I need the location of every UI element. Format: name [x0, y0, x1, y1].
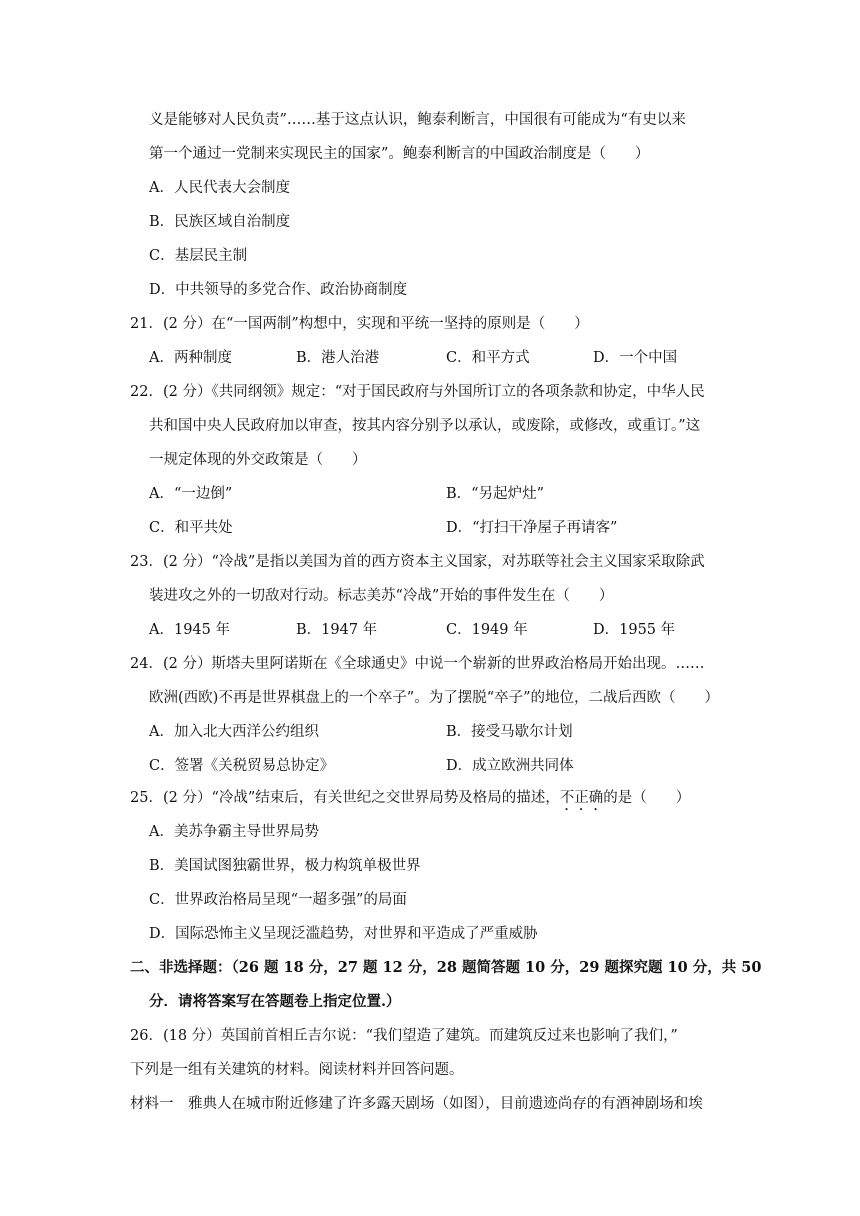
q20-option-c: C．基层民主制: [149, 248, 248, 264]
q24-option-a: A．加入北大西洋公约组织: [149, 724, 319, 740]
q25-stem: [130, 788, 690, 814]
q24-stem-line-1: 24．(2 分）斯塔夫里阿诺斯在《全球通史》中说一个崭新的世界政治格局开始出现。……: [130, 656, 705, 672]
q26-stem-line-2: 下列是一组有关建筑的材料。阅读材料并回答问题。: [130, 1062, 464, 1078]
q23-option-c: C．1949 年: [446, 622, 528, 638]
q22-option-c: C．和平共处: [149, 520, 233, 536]
q23-option-a: A．1945 年: [149, 622, 230, 638]
q25-option-d: D．国际恐怖主义呈现泛滥趋势，对世界和平造成了严重威胁: [149, 926, 538, 942]
q22-option-a: A．“一边倒”: [149, 486, 233, 502]
q25-option-c: C．世界政治格局呈现“一超多强”的局面: [149, 892, 407, 908]
q20-stem-line-1: 义是能够对人民负责”……基于这点认识，鲍泰利断言，中国很有可能成为“有史以来: [149, 112, 686, 128]
q24-option-b: B．接受马歇尔计划: [446, 724, 573, 740]
q23-option-d: D．1955 年: [593, 622, 676, 638]
q23-stem-line-2: 装进攻之外的一切敌对行动。标志美苏“冷战”开始的事件发生在（ ）: [149, 588, 614, 604]
q25-stem-emphasis: 不正确: [559, 790, 604, 806]
q23-option-b: B．1947 年: [296, 622, 378, 638]
q25-option-a: A．美苏争霸主导世界局势: [149, 824, 319, 840]
q22-option-d: D．“打扫干净屋子再请客”: [446, 520, 618, 536]
q22-stem-line-3: 一规定体现的外交政策是（ ）: [149, 452, 367, 468]
q20-option-d: D．中共领导的多党合作、政治协商制度: [149, 282, 408, 298]
q26-stem-line-1: 26．(18 分）英国前首相丘吉尔说：“我们望造了建筑。而建筑反过来也影响了我们，”: [130, 1028, 678, 1044]
q21-stem: 21．(2 分）在“一国两制”构想中，实现和平统一坚持的原则是（ ）: [130, 316, 589, 332]
q24-stem-line-2: 欧洲(西欧)不再是世界棋盘上的一个卒子”。为了摆脱“卒子”的地位，二战后西欧（ ）: [149, 690, 720, 706]
q21-option-b: B．港人治港: [296, 350, 380, 366]
q22-stem-line-2: 共和国中央人民政府加以审查，按其内容分别予以承认，或废除，或修改，或重订。”这: [149, 418, 701, 434]
q25-option-b: B．美国试图独霸世界，极力构筑单极世界: [149, 858, 421, 874]
q25-stem-after: 的是（ ）: [603, 790, 691, 806]
q20-option-b: B．民族区域自治制度: [149, 214, 291, 230]
q22-option-b: B．“另起炉灶”: [446, 486, 544, 502]
q24-option-c: C．签署《关税贸易总协定》: [149, 758, 335, 774]
q25-stem-before: 25．(2 分）“冷战”结束后，有关世纪之交世界局势及格局的描述，: [130, 790, 560, 806]
q21-option-c: C．和平方式: [446, 350, 530, 366]
q20-stem-line-2: 第一个通过一党制来实现民主的国家”。鲍泰利断言的中国政治制度是（ ）: [149, 146, 650, 162]
q24-option-d: D．成立欧洲共同体: [446, 758, 574, 774]
section-2-heading-line-1: 二、非选择题：（26 题 18 分，27 题 12 分，28 题简答题 10 分，29 题探究题 10 分，共 50: [130, 959, 762, 976]
q21-option-a: A．两种制度: [149, 350, 232, 366]
q20-option-a: A．人民代表大会制度: [149, 180, 290, 196]
q21-option-d: D．一个中国: [593, 350, 678, 366]
q26-material-1: 材料一 雅典人在城市附近修建了许多露天剧场（如图），目前遗迹尚存的有酒神剧场和埃: [130, 1096, 703, 1112]
q23-stem-line-1: 23．(2 分）“冷战”是指以美国为首的西方资本主义国家，对苏联等社会主义国家采取除武: [130, 554, 705, 570]
q22-stem-line-1: 22．(2 分）《共同纲领》规定：“对于国民政府与外国所订立的各项条款和协定，中华人民: [130, 384, 705, 400]
section-2-heading-line-2: 分．请将答案写在答题卷上指定位置.）: [149, 993, 401, 1010]
